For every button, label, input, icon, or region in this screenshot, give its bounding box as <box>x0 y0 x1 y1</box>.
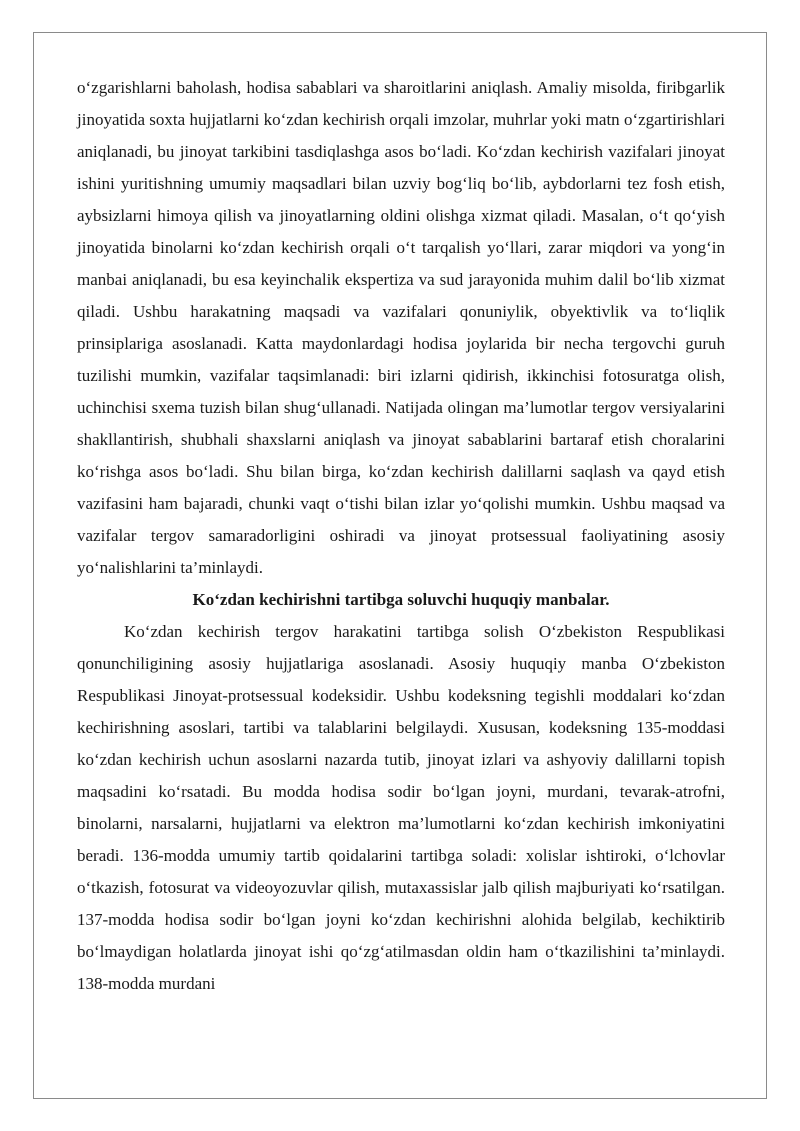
section-heading: Ko‘zdan kechirishni tartibga soluvchi huquqiy manbalar. <box>192 590 610 609</box>
body-paragraph: Ko‘zdan kechirish tergov harakatini tartibga solish O‘zbekiston Respublikasi qonunchiligining asosiy hujjatlariga asoslanadi. Asosiy huquqiy manba O‘zbekiston Respublikasi Jinoyat-protsessual kodeksidir. Ushbu kodeksning tegishli moddalari ko‘zdan kechirishning asoslari, tartibi va talablarini belgilaydi. Xususan, kodeksning 135-moddasi ko‘zdan kechirish uchun asoslarni nazarda tutib, jinoyat izlari va ashyoviy dalillarni topish maqsadini ko‘rsatadi. Bu modda hodisa sodir bo‘lgan joyni, murdani, tevarak-atrofni, binolarni, narsalarni, hujjatlarni va elektron ma’lumotlarni ko‘zdan kechirish imkoniyatini beradi. 136-modda umumiy tartib qoidalarini tartibga soladi: xolislar ishtiroki, o‘lchovlar o‘tkazish, fotosurat va videoyozuvlar qilish, mutaxassislar jalb qilish majburiyati ko‘rsatilgan. 137-modda hodisa sodir bo‘lgan joyni ko‘zdan kechirishni alohida belgilab, kechiktirib bo‘lmaydigan holatlarda jinoyat ishi qo‘zg‘atilmasdan oldin ham o‘tkazilishini ta’minlaydi. 138-modda murdani <box>77 622 725 993</box>
body-paragraph: o‘zgarishlarni baholash, hodisa sabablari va sharoitlarini aniqlash. Amaliy misolda, firibgarlik jinoyatida soxta hujjatlarni ko‘zdan kechirish orqali imzolar, muhrlar yoki matn o‘zgartirishlari aniqlanadi, bu jinoyat tarkibini tasdiqlashga asos bo‘ladi. Ko‘zdan kechirish vazifalari jinoyat ishini yuritishning umumiy maqsadlari bilan uzviy bog‘liq bo‘lib, aybdorlarni tez fosh etish, aybsizlarni himoya qilish va jinoyatlarning oldini olishga xizmat qiladi. Masalan, o‘t qo‘yish jinoyatida binolarni ko‘zdan kechirish orqali o‘t tarqalish yo‘llari, zarar miqdori va yong‘in manbai aniqlanadi, bu esa keyinchalik ekspertiza va sud jarayonida muhim dalil bo‘lib xizmat qiladi. Ushbu harakatning maqsadi va vazifalari qonuniylik, obyektivlik va to‘liqlik prinsiplariga asoslanadi. Katta maydonlardagi hodisa joylarida bir necha tergovchi guruh tuzilishi mumkin, vazifalar taqsimlanadi: biri izlarni qidirish, ikkinchisi fotosuratga olish, uchinchisi sxema tuzish bilan shug‘ullanadi. Natijada olingan ma’lumotlar tergov versiyalarini shakllantirish, shubhali shaxslarni aniqlash va jinoyat sabablarini bartaraf etish choralarini ko‘rishga asos bo‘ladi. Shu bilan birga, ko‘zdan kechirish dalillarni saqlash va qayd etish vazifasini ham bajaradi, chunki vaqt o‘tishi bilan izlar yo‘qolishi mumkin. Ushbu maqsad va vazifalar tergov samaradorligini oshiradi va jinoyat protsessual faoliyatining asosiy yo‘nalishlarini ta’minlaydi. <box>77 78 725 577</box>
document-body <box>77 72 725 1000</box>
